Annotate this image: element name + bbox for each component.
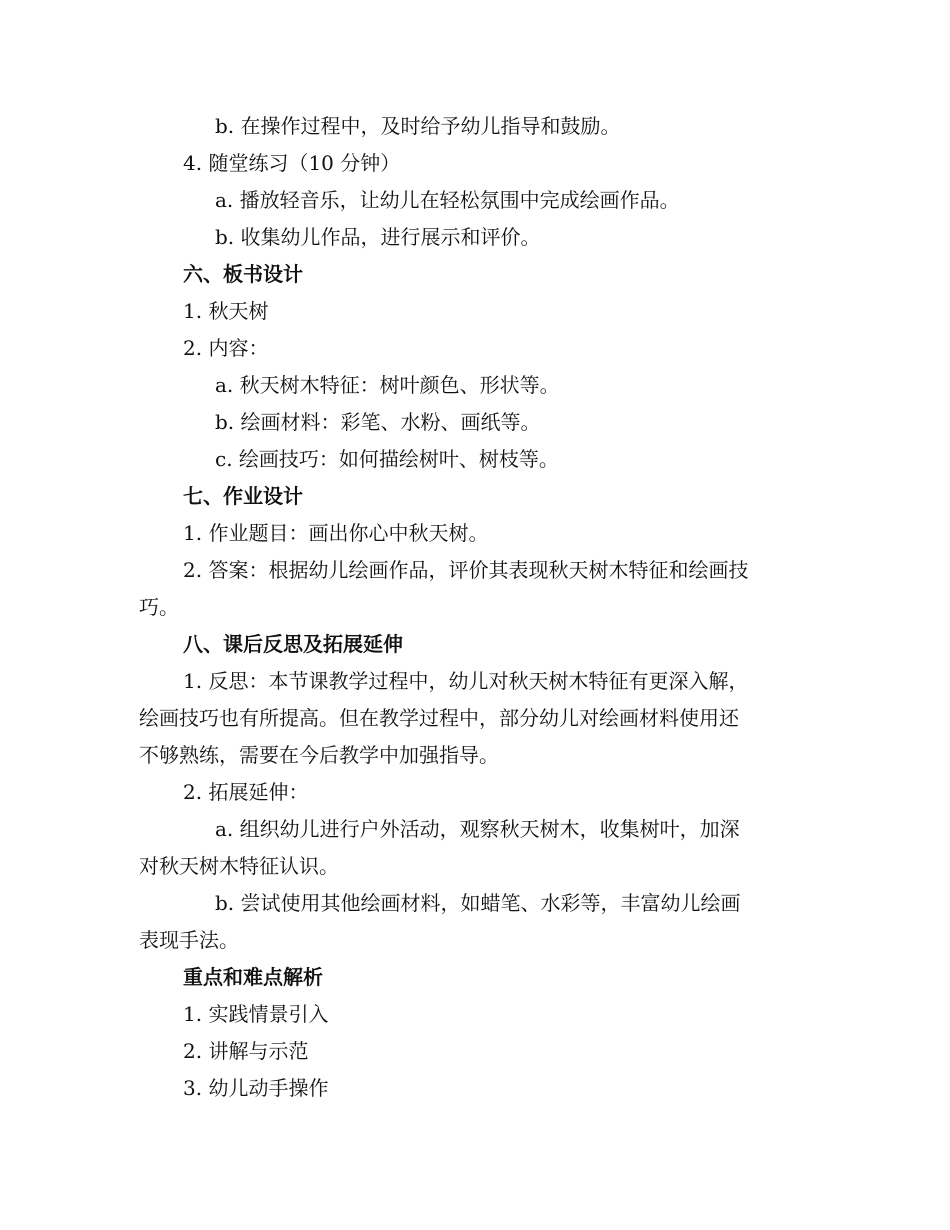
text-line: a. 播放轻音乐，让幼儿在轻松氛围中完成绘画作品。 (215, 188, 680, 212)
list-item: 2. 内容： (183, 336, 269, 360)
text-line: 巧。 (139, 595, 179, 619)
text-line: b. 在操作过程中，及时给予幼儿指导和鼓励。 (215, 114, 621, 138)
section-heading: 七、作业设计 (183, 484, 303, 508)
text-line: b. 绘画材料：彩笔、水粉、画纸等。 (215, 410, 541, 434)
list-item: 2. 答案：根据幼儿绘画作品，评价其表现秋天树木特征和绘画技 (183, 558, 749, 582)
text-line: a. 组织幼儿进行户外活动，观察秋天树木，收集树叶，加深 (215, 817, 740, 841)
text-line: c. 绘画技巧：如何描绘树叶、树枝等。 (215, 447, 559, 471)
text-line: 对秋天树木特征认识。 (139, 854, 339, 878)
text-line: 不够熟练，需要在今后教学中加强指导。 (139, 743, 499, 767)
text-line: 表现手法。 (139, 928, 239, 952)
text-line: 绘画技巧也有所提高。但在教学过程中，部分幼儿对绘画材料使用还 (139, 706, 739, 730)
section-heading: 重点和难点解析 (183, 965, 323, 989)
list-item: 1. 作业题目：画出你心中秋天树。 (183, 521, 489, 545)
list-item: 3. 幼儿动手操作 (183, 1076, 329, 1100)
list-item: 1. 秋天树 (183, 299, 269, 323)
text-line: a. 秋天树木特征：树叶颜色、形状等。 (215, 373, 560, 397)
list-item: 2. 讲解与示范 (183, 1039, 309, 1063)
section-heading: 六、板书设计 (183, 262, 303, 286)
list-item: 4. 随堂练习（10 分钟） (183, 151, 401, 175)
text-line: b. 尝试使用其他绘画材料，如蜡笔、水彩等，丰富幼儿绘画 (215, 891, 741, 915)
text-line: b. 收集幼儿作品，进行展示和评价。 (215, 225, 541, 249)
section-heading: 八、课后反思及拓展延伸 (183, 632, 403, 656)
list-item: 1. 反思：本节课教学过程中，幼儿对秋天树木特征有更深入解， (183, 669, 749, 693)
list-item: 1. 实践情景引入 (183, 1002, 329, 1026)
list-item: 2. 拓展延伸： (183, 780, 309, 804)
